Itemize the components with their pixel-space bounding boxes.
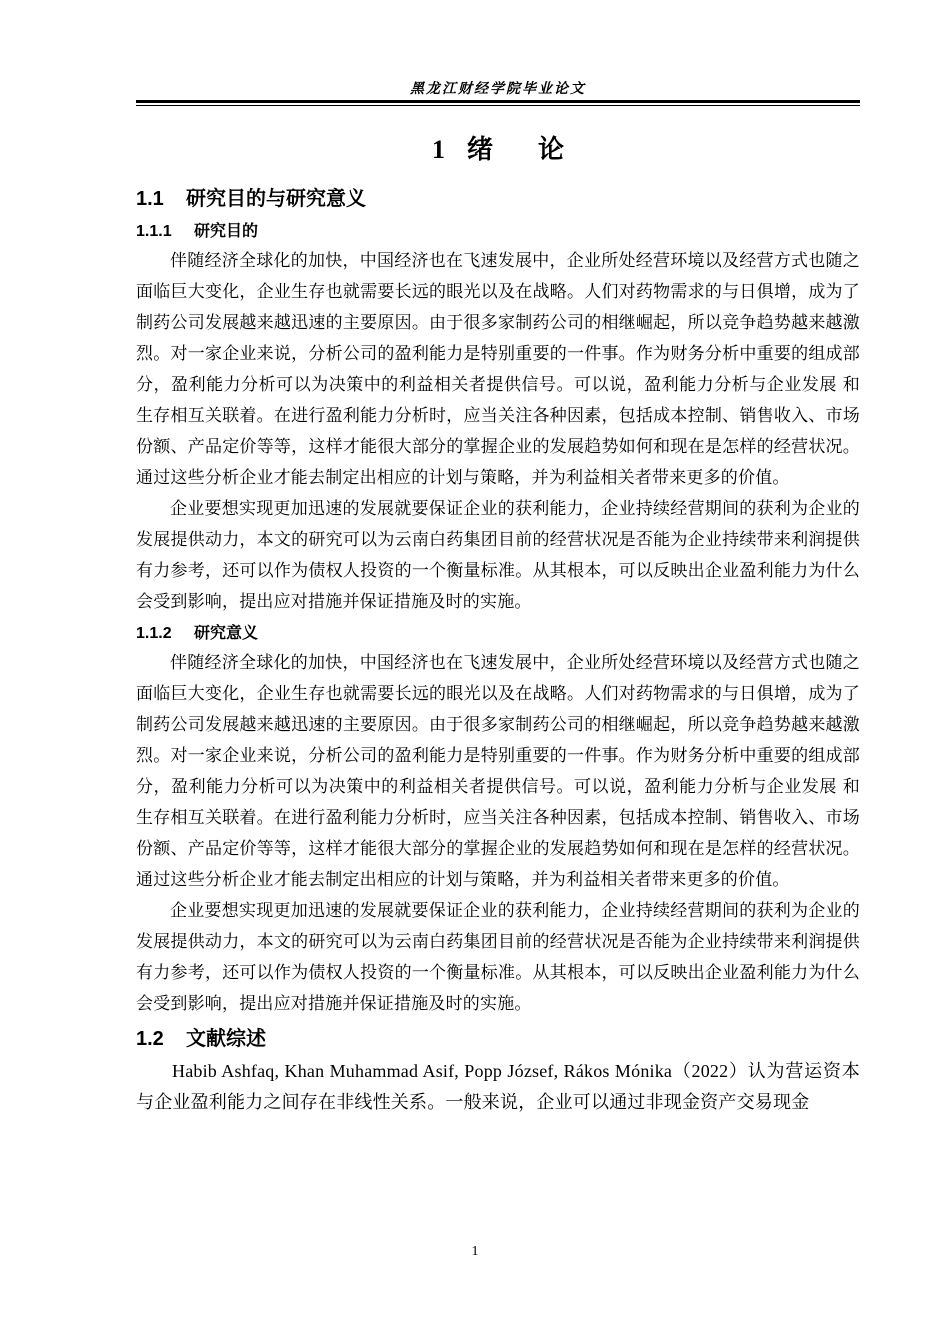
section-title: 文献综述	[186, 1026, 266, 1050]
body-paragraph: 伴随经济全球化的加快，中国经济也在飞速发展中，企业所处经营环境以及经营方式也随之面临巨大变化，企业生存也就需要长远的眼光以及在战略。人们对药物需求的与日俱增，成为了制药公司发展越来越迅速的主要原因。由于很多家制药公司的相继崛起，所以竞争趋势越来越激烈。对一家企业来说，分析公司的盈利能力是特别重要的一件事。作为财务分析中重要的组成部分，盈利能力分析可以为决策中的利益相关者提供信号。可以说，盈利能力分析与企业发展 和生存相互关联着。在进行盈利能力分析时，应当关注各种因素，包括成本控制、销售收入、市场份额、产品定价等等，这样才能很大部分的掌握企业的发展趋势如何和现在是怎样的经营状况。通过这些分析企业才能去制定出相应的计划与策略，并为利益相关者带来更多的价值。	[136, 653, 860, 890]
subsection-number: 1.1.2	[136, 625, 172, 642]
section-number: 1.2	[136, 1028, 164, 1050]
subsection-number: 1.1.1	[136, 223, 172, 240]
header-title: 黑龙江财经学院毕业论文	[410, 81, 586, 97]
subsection-heading	[136, 618, 860, 648]
page-number: 1	[471, 1244, 479, 1259]
subsection-title: 研究目的	[194, 221, 259, 240]
body-paragraph: 伴随经济全球化的加快，中国经济也在飞速发展中，企业所处经营环境以及经营方式也随之面临巨大变化，企业生存也就需要长远的眼光以及在战略。人们对药物需求的与日俱增，成为了制药公司发展越来越迅速的主要原因。由于很多家制药公司的相继崛起，所以竞争趋势越来越激烈。对一家企业来说，分析公司的盈利能力是特别重要的一件事。作为财务分析中重要的组成部分，盈利能力分析可以为决策中的利益相关者提供信号。可以说，盈利能力分析与企业发展 和生存相互关联着。在进行盈利能力分析时，应当关注各种因素，包括成本控制、销售收入、市场份额、产品定价等等，这样才能很大部分的掌握企业的发展趋势如何和现在是怎样的经营状况。通过这些分析企业才能去制定出相应的计划与策略，并为利益相关者带来更多的价值。	[136, 251, 860, 488]
section-title: 研究目的与研究意义	[186, 186, 366, 210]
chapter-number: 1	[431, 135, 445, 164]
subsection-heading	[136, 216, 860, 246]
page-body	[136, 130, 860, 1118]
body-paragraph: Habib Ashfaq, Khan Muhammad Asif, Popp József, Rákos Mónika（2022）认为营运资本与企业盈利能力之间存在非线性关系。一般来说，企业可以通过非现金资产交易现金	[136, 1061, 860, 1112]
header-rule-thick	[136, 100, 860, 103]
subsection-title: 研究意义	[194, 623, 259, 642]
section-heading	[136, 180, 860, 216]
body-paragraph: 企业要想实现更加迅速的发展就要保证企业的获利能力，企业持续经营期间的获利为企业的发展提供动力，本文的研究可以为云南白药集团目前的经营状况是否能为企业持续带来利润提供有力参考，还可以作为债权人投资的一个衡量标准。从其根本，可以反映出企业盈利能力为什么会受到影响，提出应对措施并保证措施及时的实施。	[136, 499, 860, 612]
chapter-title-text: 绪论	[466, 135, 609, 164]
section-number: 1.1	[136, 188, 164, 210]
body-paragraph: 企业要想实现更加迅速的发展就要保证企业的获利能力，企业持续经营期间的获利为企业的发展提供动力，本文的研究可以为云南白药集团目前的经营状况是否能为企业持续带来利润提供有力参考，还可以作为债权人投资的一个衡量标准。从其根本，可以反映出企业盈利能力为什么会受到影响，提出应对措施并保证措施及时的实施。	[136, 901, 860, 1014]
header-rule-thin	[136, 105, 860, 106]
chapter-title	[136, 130, 860, 170]
section-heading	[136, 1020, 860, 1056]
